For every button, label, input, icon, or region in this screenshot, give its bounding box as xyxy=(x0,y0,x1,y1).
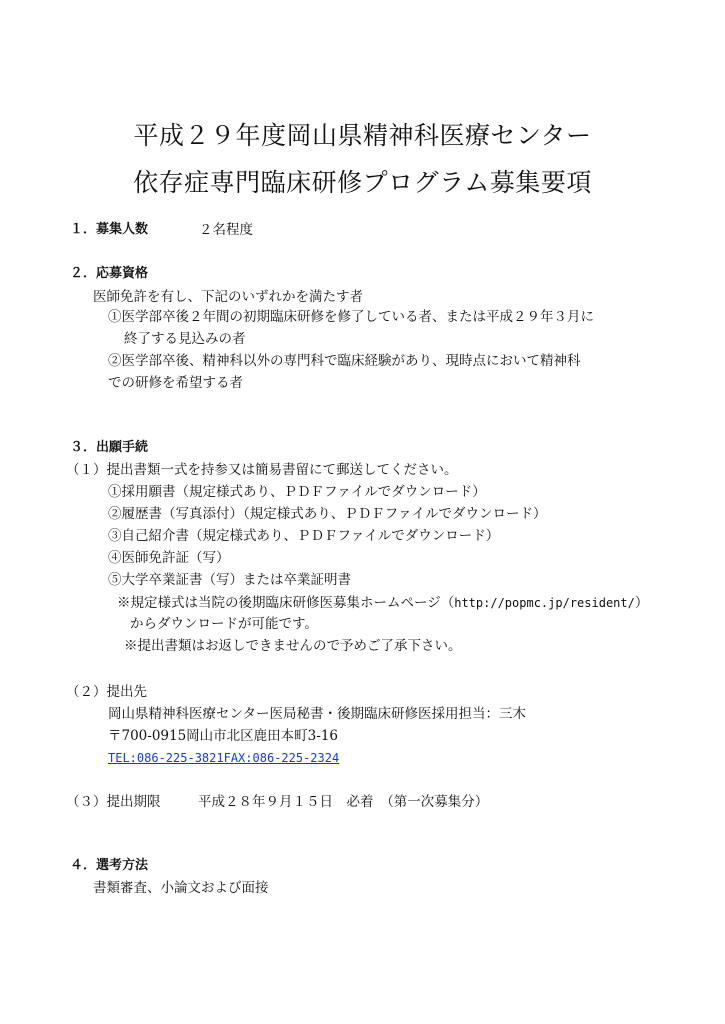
section-3-heading: ３．出願手続 xyxy=(70,440,149,455)
application-sub-2-label: （２）提出先 xyxy=(66,684,147,700)
template-note-suffix: ） xyxy=(634,595,649,611)
eligibility-intro: 医師免許を有し、下記のいずれかを満たす者 xyxy=(93,289,363,305)
address: 〒700-0915岡山市北区鹿田本町3-16 xyxy=(108,728,339,744)
document-item: ①採用願書（規定様式あり、ＰＤＦファイルでダウンロード） xyxy=(108,484,486,500)
document-item: ④医師免許証（写） xyxy=(108,550,230,566)
title-line-2: 依存症専門臨床研修プログラム募集要項 xyxy=(133,168,592,197)
deadline: 平成２８年９月１５日 必着 （第一次募集分） xyxy=(198,794,489,810)
eligibility-item-1-line-1: ①医学部卒後２年間の初期臨床研修を修了している者、または平成２９年３月に xyxy=(108,309,594,325)
template-note-line-2: からダウンロードが可能です。 xyxy=(130,616,318,632)
application-sub-1-label: （１）提出書類一式を持参又は簡易書留にて郵送してください。 xyxy=(66,462,458,478)
return-note: ※提出書類はお返しできませんので予めご了承下さい。 xyxy=(124,638,462,654)
section-1-heading: １．募集人数 xyxy=(70,222,149,237)
document-item: ②履歴書（写真添付）（規定様式あり、ＰＤＦファイルでダウンロード） xyxy=(108,506,547,522)
recruit-count: ２名程度 xyxy=(199,222,253,238)
section-4-heading: ４．選考方法 xyxy=(70,858,149,873)
document-item: ③自己紹介書（規定様式あり、ＰＤＦファイルでダウンロード） xyxy=(108,528,500,544)
eligibility-item-2-line-1: ②医学部卒後、精神科以外の専門科で臨床経験があり、現時点において精神科 xyxy=(108,353,581,369)
contact-link[interactable]: TEL:086-225-3821FAX:086-225-2324 xyxy=(108,751,340,765)
selection-method: 書類審査、小論文および面接 xyxy=(93,880,269,896)
resident-url[interactable]: http://popmc.jp/resident/ xyxy=(454,596,635,610)
template-note xyxy=(117,593,648,613)
eligibility-item-2-line-2: での研修を希望する者 xyxy=(108,375,243,391)
title-line-1: 平成２９年度岡山県精神科医療センター xyxy=(133,121,592,150)
eligibility-item-1-line-2: 終了する見込みの者 xyxy=(124,331,246,347)
document-item: ⑤大学卒業証書（写）または卒業証明書 xyxy=(108,572,351,588)
section-2-heading: ２．応募資格 xyxy=(70,266,149,281)
application-sub-3-label: （３）提出期限 xyxy=(66,794,161,810)
recipient: 岡山県精神科医療センター医局秘書・後期臨床研修医採用担当：三木 xyxy=(108,706,526,722)
template-note-prefix: ※規定様式は当院の後期臨床研修医募集ホームページ（ xyxy=(117,595,455,611)
